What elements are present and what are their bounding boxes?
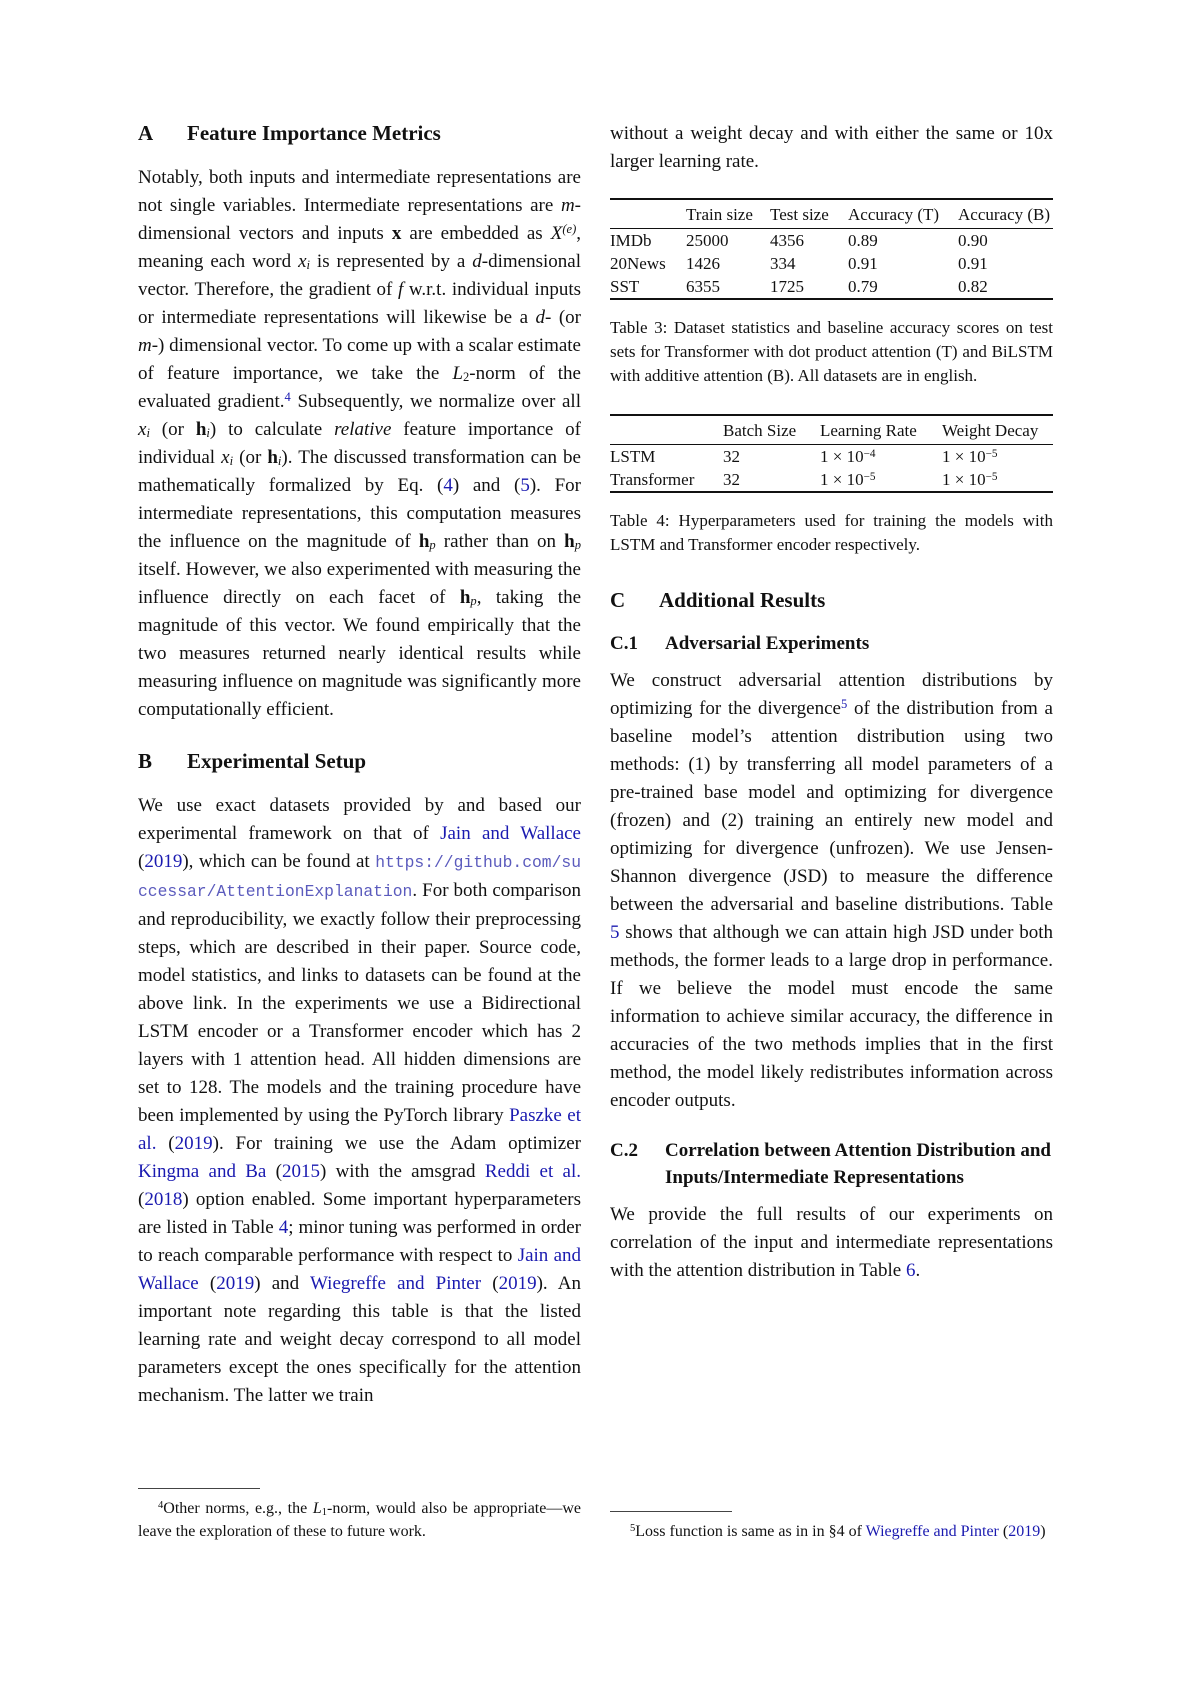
- table-cell: 32: [723, 470, 740, 489]
- text-run: h: [195, 419, 207, 440]
- text-run: d: [472, 251, 482, 272]
- table-row: [610, 252, 1053, 275]
- reference-link[interactable]: 4: [443, 475, 453, 496]
- reference-link[interactable]: 2015: [281, 1161, 320, 1182]
- table-cell: 1426: [686, 254, 720, 273]
- row-label: Transformer: [610, 470, 695, 489]
- section-c2-paragraph: We provide the full results of our experiments on correlation of the input and intermediate representations with the attention distribution in Table 6.: [610, 1204, 1053, 1281]
- reference-link[interactable]: Wiegreffe and Pinter: [310, 1273, 482, 1294]
- table-header-cell: Test size: [770, 199, 848, 229]
- text-run: relative: [334, 419, 392, 440]
- table-header-row: [610, 199, 1053, 229]
- section-b-paragraph: We use exact datasets provided by and based our experimental framework on that of Jain and Wallace (2019), which can be found at https://github.com/successar/AttentionExplanation. For both comparison and reproducibility, we exactly follow their preprocessing steps, which are described in their paper. Source code, model statistics, and links to datasets can be found at the above link. In the experiments we use a Bidirectional LSTM encoder or a Transformer encoder which has 2 layers with 1 attention head. All hidden dimensions are set to 128. The models and the training procedure have been implemented by using the PyTorch library Paszke et al. (2019). For training we use the Adam optimizer Kingma and Ba (2015) with the amsgrad Reddi et al. (2018) option enabled. Some important hyperparameters are listed in Table 4; minor tuning was performed in order to reach comparable performance with respect to Jain and Wallace (2019) and Wiegreffe and Pinter (2019). An important note regarding this table is that the listed learning rate and weight decay correspond to all model parameters except the ones specifically for the attention mechanism. The latter we train: [138, 795, 582, 1406]
- text-run: m: [560, 195, 575, 216]
- reference-link[interactable]: 2019: [1008, 1523, 1041, 1540]
- table-cell: $1 \times 10^{-5}$: [942, 470, 998, 489]
- text-run: p: [429, 538, 436, 553]
- intro-paragraph: without a weight decay and with either the same or 10x larger learning rate.: [610, 123, 1053, 172]
- table-header-cell: Accuracy (B): [958, 199, 1053, 229]
- section-label: A: [138, 121, 154, 145]
- table-header-cell: [610, 199, 686, 229]
- text-run: 2: [463, 370, 470, 385]
- table-cell: 0.89: [848, 231, 878, 250]
- reference-link[interactable]: Reddi et al.: [484, 1161, 581, 1182]
- reference-link[interactable]: Jain and Wallace: [138, 1245, 582, 1294]
- reference-link[interactable]: 2019: [144, 851, 183, 872]
- reference-link[interactable]: 5: [520, 475, 530, 496]
- reference-link[interactable]: 2019: [216, 1273, 255, 1294]
- section-b-heading: [138, 748, 581, 774]
- section-a-heading: [138, 120, 581, 146]
- table-header-cell: Batch Size: [723, 415, 820, 445]
- text-run: p: [574, 538, 582, 553]
- reference-link[interactable]: 2018: [144, 1189, 183, 1210]
- section-label: C: [610, 588, 626, 612]
- footnote-4-text: $^4$Other norms, e.g., the L1-norm, would also be appropriate—we leave the exploration of these to future work.: [138, 1500, 581, 1540]
- table-row: [610, 229, 1053, 253]
- section-title: Additional Results: [659, 588, 826, 612]
- table-4: [610, 414, 1053, 493]
- table-cell: 32: [723, 447, 740, 466]
- text-run: L: [452, 363, 464, 384]
- text-run: i: [277, 454, 282, 469]
- text-run: 1: [321, 1506, 328, 1518]
- table-cell: 4356: [770, 231, 804, 250]
- footnote-4-block: [138, 1488, 581, 1543]
- reference-link[interactable]: 5: [840, 697, 848, 712]
- text-run: x: [391, 223, 402, 244]
- text-run: i: [206, 426, 210, 441]
- text-run: L: [312, 1500, 322, 1517]
- reference-link[interactable]: 2019: [174, 1133, 213, 1154]
- left-column: [138, 120, 581, 1545]
- text-run: h: [459, 587, 471, 608]
- text-run: m: [138, 335, 152, 356]
- table-4-wrap: [610, 414, 1053, 493]
- section-label: B: [138, 749, 153, 773]
- section-title: Experimental Setup: [187, 749, 367, 773]
- table-header-cell: Weight Decay: [942, 415, 1053, 445]
- table-3: [610, 198, 1053, 300]
- table-cell: 0.90: [958, 231, 988, 250]
- table-row: [610, 275, 1053, 299]
- footnote-5-block: [610, 1511, 1053, 1543]
- text-run: i: [146, 426, 150, 441]
- reference-link[interactable]: 2019: [498, 1273, 537, 1294]
- text-run: 4: [158, 1500, 164, 1512]
- text-run: −5: [985, 470, 998, 483]
- text-run: p: [470, 594, 477, 609]
- table-cell: $1 \times 10^{-5}$: [820, 470, 876, 489]
- table-cell: 6355: [686, 277, 720, 296]
- reference-link[interactable]: Paszke et al.: [138, 1105, 581, 1154]
- reference-link[interactable]: Kingma and Ba: [138, 1161, 267, 1182]
- section-title: Feature Importance Metrics: [187, 121, 441, 145]
- table-cell: $1 \times 10^{-4}$: [820, 447, 876, 466]
- table-header-row: [610, 415, 1053, 445]
- reference-link[interactable]: Jain and Wallace: [440, 823, 581, 844]
- section-c2-heading: [610, 1137, 1053, 1191]
- table-cell: 0.91: [958, 254, 988, 273]
- table-cell: 1725: [770, 277, 804, 296]
- section-c1-heading: [610, 630, 1053, 657]
- section-c1-paragraph: We construct adversarial attention distributions by optimizing for the divergence$^5$ of the distribution from a baseline model’s attention distribution using two methods: (1) by transferring all model parameters of a pre-trained base model and optimizing for divergence (frozen) and (2) training an entirely new model and optimizing for divergence (unfrozen). We use Jensen-Shannon divergence (JSD) to measure the difference between the adversarial and baseline distributions. Table 5 shows that although we can attain high JSD under both methods, the former leads to a large drop in performance. If we believe the model must encode the same information to achieve similar accuracy, the difference in accuracies of the two methods implies that in the first method, the model likely redistributes information across encoder outputs.: [610, 670, 1053, 1111]
- footnote-rule: [138, 1488, 260, 1489]
- table-cell: 0.82: [958, 277, 988, 296]
- table-cell: 0.79: [848, 277, 878, 296]
- section-a-paragraph: Notably, both inputs and intermediate representations are not single variables. Intermediate representations are m-dimensional vectors and inputs x are embedded as $X^{(e)}$, meaning each word xi is represented by a d-dimensional vector. Therefore, the gradient of f w.r.t. individual inputs or intermediate representations will likewise be a d- (or m-) dimensional vector. To come up with a scalar estimate of feature importance, we take the L2-norm of the evaluated gradient.$^4$ Subsequently, we normalize over all xi (or hi) to calculate relative feature importance of individual xi (or hi). The discussed transformation can be mathematically formalized by Eq. (4) and (5). For intermediate representations, this computation measures the influence on the magnitude of hp rather than on hp itself. However, we also experimented with measuring the influence directly on each facet of hp, taking the magnitude of this vector. We found empirically that the two measures returned nearly identical results while measuring influence on magnitude was significantly more computationally efficient.: [138, 167, 582, 720]
- text-run: −5: [985, 447, 998, 460]
- table-3-wrap: [610, 198, 1053, 300]
- table-row: [610, 445, 1053, 469]
- text-run: i: [229, 454, 234, 469]
- row-label: SST: [610, 277, 640, 296]
- text-run: i: [306, 258, 310, 273]
- text-run: X: [550, 223, 563, 244]
- table-cell: $1 \times 10^{-5}$: [942, 447, 998, 466]
- table-3-caption: Table 3: Dataset statistics and baseline accuracy scores on test sets for Transformer with dot product attention (T) and BiLSTM with additive attention (B). All datasets are in english.: [610, 318, 1053, 385]
- table-cell: 334: [770, 254, 796, 273]
- text-run: −5: [863, 470, 876, 483]
- url-link[interactable]: https://github.com/successar/AttentionExplanation: [138, 853, 581, 901]
- row-label: LSTM: [610, 447, 656, 466]
- text-run: x: [221, 447, 230, 468]
- row-label: IMDb: [610, 231, 652, 250]
- text-run: (e): [562, 222, 577, 237]
- subsection-label: C.1: [610, 633, 638, 654]
- row-label: 20News: [610, 254, 666, 273]
- text-run: h: [564, 531, 575, 552]
- text-run: 5: [630, 1523, 636, 1535]
- footnote-rule: [610, 1511, 732, 1512]
- table-header-cell: Learning Rate: [820, 415, 942, 445]
- text-run: −4: [863, 447, 876, 460]
- reference-link[interactable]: 5: [610, 922, 620, 943]
- footnote-5-text: $^5$Loss function is same as in in §4 of Wiegreffe and Pinter (2019): [630, 1523, 1046, 1540]
- table-cell: 0.91: [848, 254, 878, 273]
- text-run: x: [138, 419, 147, 440]
- subsection-title: Adversarial Experiments: [665, 633, 870, 654]
- section-c-heading: [610, 587, 1053, 613]
- text-run: h: [267, 447, 278, 468]
- table-header-cell: [610, 415, 723, 445]
- table-cell: 25000: [686, 231, 729, 250]
- right-column: [610, 120, 1053, 1545]
- reference-link[interactable]: Wiegreffe and Pinter: [865, 1523, 999, 1540]
- subsection-title: Correlation between Attention Distribution and Inputs/Intermediate Representations: [665, 1140, 1051, 1188]
- text-run: f: [397, 279, 404, 300]
- two-column-layout: [138, 120, 1053, 1545]
- table-row: [610, 468, 1053, 492]
- subsection-label: C.2: [610, 1140, 638, 1161]
- table-4-caption: Table 4: Hyperparameters used for training the models with LSTM and Transformer encoder respectively.: [610, 511, 1053, 554]
- table-header-cell: Train size: [686, 199, 770, 229]
- table-header-cell: Accuracy (T): [848, 199, 958, 229]
- text-run: h: [418, 531, 430, 552]
- reference-link[interactable]: 4: [284, 390, 291, 405]
- text-run: x: [298, 251, 307, 272]
- reference-link[interactable]: 4: [278, 1217, 289, 1238]
- reference-link[interactable]: 6: [905, 1260, 916, 1281]
- text-run: d: [535, 307, 546, 328]
